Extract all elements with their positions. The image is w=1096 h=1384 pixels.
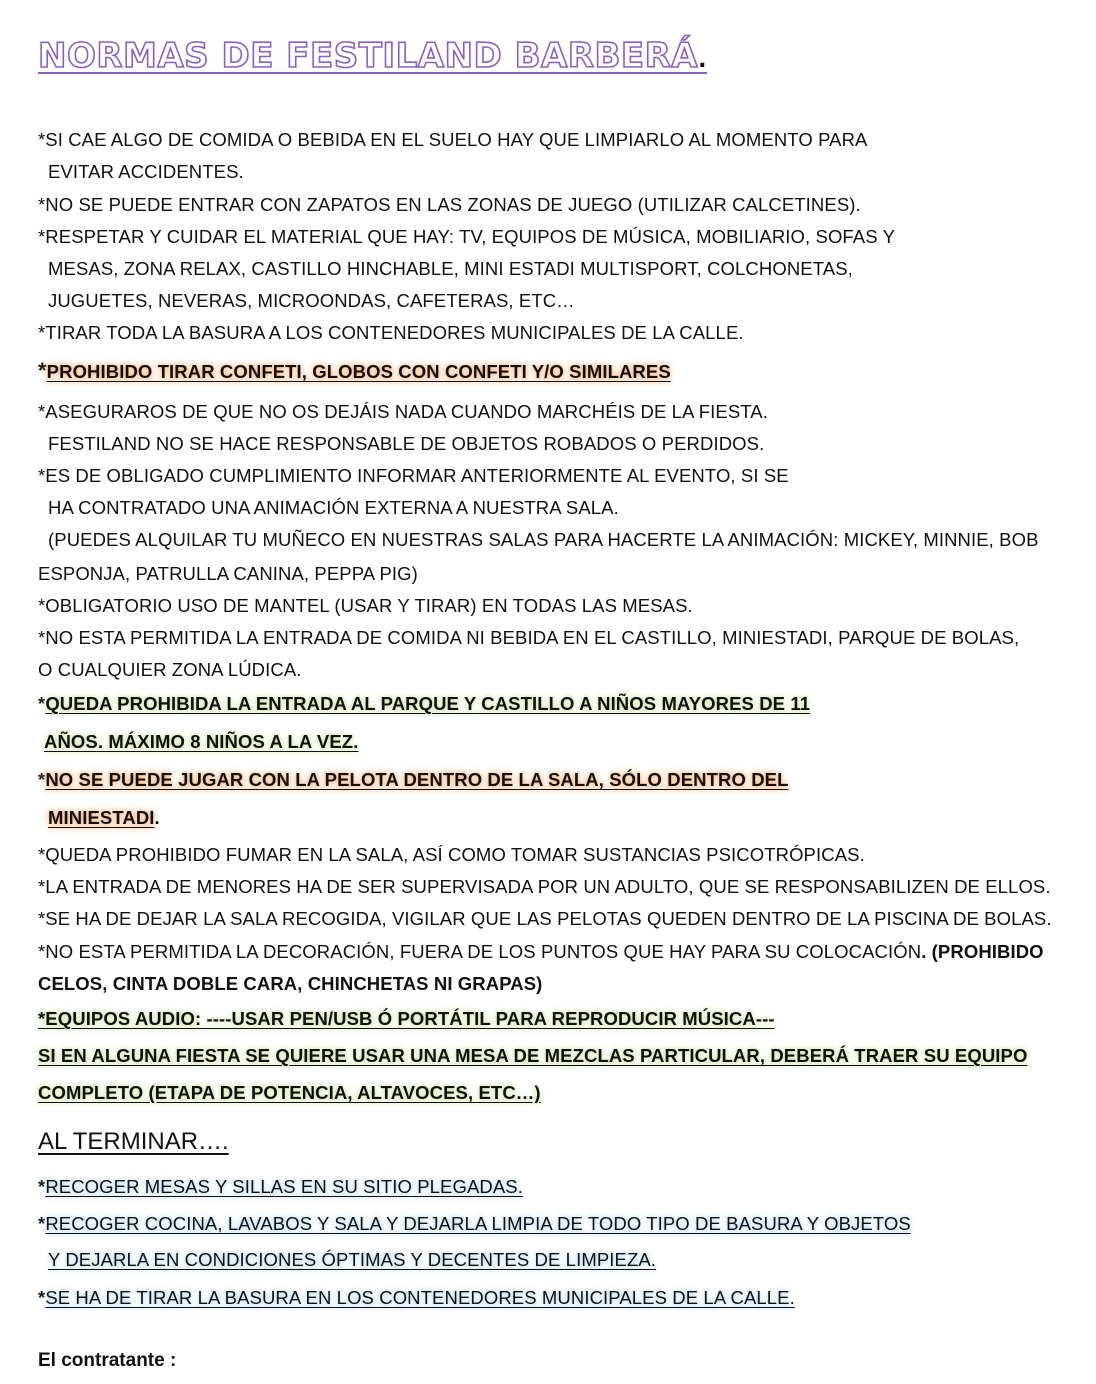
signature-label: El contratante : xyxy=(38,1350,177,1371)
rule-material-line-3: JUGUETES, NEVERAS, MICROONDAS, CAFETERAS, ETC… xyxy=(48,290,575,311)
end-section-heading: AL TERMINAR…. xyxy=(38,1128,229,1155)
rule-material-line-2: MESAS, ZONA RELAX, CASTILLO HINCHABLE, MINI ESTADI MULTISPORT, COLCHONETAS, xyxy=(48,258,853,279)
rule-ball-line-2 xyxy=(48,806,160,830)
end-rule-kitchen-line-1 xyxy=(38,1212,911,1236)
title-text: NORMAS DE FESTILAND BARBERÁ xyxy=(38,36,699,76)
rule-no-shoes: *NO SE PUEDE ENTRAR CON ZAPATOS EN LAS ZONAS DE JUEGO (UTILIZAR CALCETINES). xyxy=(38,194,861,215)
rule-ball-period: . xyxy=(154,807,160,828)
rule-animation-line-3: (PUEDES ALQUILAR TU MUÑECO EN NUESTRAS SALAS PARA HACERTE LA ANIMACIÓN: MICKEY, MINNIE, BOB xyxy=(48,529,1039,550)
rule-age-text-2: AÑOS. MÁXIMO 8 NIÑOS A LA VEZ. xyxy=(44,731,359,752)
rule-decoration-text: *NO ESTA PERMITIDA LA DECORACIÓN, FUERA DE LOS PUNTOS QUE HAY PARA SU COLOCACIÓN xyxy=(38,941,922,962)
end-rule-tables xyxy=(38,1175,523,1199)
rule-belongings-line-2: FESTILAND NO SE HACE RESPONSABLE DE OBJETOS ROBADOS O PERDIDOS. xyxy=(48,433,765,454)
rule-mixer-text-1: SI EN ALGUNA FIESTA SE QUIERE USAR UNA MESA DE MEZCLAS PARTICULAR, DEBERÁ TRAER SU EQUIPO xyxy=(38,1045,1028,1066)
rule-audio xyxy=(38,1007,775,1031)
end-rule-tables-text: RECOGER MESAS Y SILLAS EN SU SITIO PLEGADAS. xyxy=(45,1176,523,1197)
rule-confetti xyxy=(38,359,671,384)
rule-minors: *LA ENTRADA DE MENORES HA DE SER SUPERVISADA POR UN ADULTO, QUE SE RESPONSABILIZEN DE ELLOS. xyxy=(38,876,1051,897)
rule-ball-line-1 xyxy=(38,768,789,792)
rule-confetti-text: PROHIBIDO TIRAR CONFETI, GLOBOS CON CONFETI Y/O SIMILARES xyxy=(46,361,671,382)
rule-age-star: * xyxy=(38,693,46,714)
end-rule-kitchen-text-2: Y DEJARLA EN CONDICIONES ÓPTIMAS Y DECENTES DE LIMPIEZA. xyxy=(48,1249,657,1270)
end-rule-trash-text: SE HA DE TIRAR LA BASURA EN LOS CONTENEDORES MUNICIPALES DE LA CALLE. xyxy=(45,1287,795,1308)
rule-animation-line-1: *ES DE OBLIGADO CUMPLIMIENTO INFORMAR ANTERIORMENTE AL EVENTO, SI SE xyxy=(38,465,789,486)
rule-audio-text: *EQUIPOS AUDIO: ----USAR PEN/USB Ó PORTÁTIL PARA REPRODUCIR MÚSICA--- xyxy=(38,1008,775,1029)
end-rule-tables-star: * xyxy=(38,1176,46,1197)
end-rule-kitchen-line-2 xyxy=(48,1248,656,1272)
rule-spill-line-1: *SI CAE ALGO DE COMIDA O BEBIDA EN EL SUELO HAY QUE LIMPIARLO AL MOMENTO PARA xyxy=(38,129,868,150)
rule-tablecloth: *OBLIGATORIO USO DE MANTEL (USAR Y TIRAR) EN TODAS LAS MESAS. xyxy=(38,595,693,616)
rule-decoration-line-2: CELOS, CINTA DOBLE CARA, CHINCHETAS NI GRAPAS) xyxy=(38,973,543,994)
rule-decoration-bold: . (PROHIBIDO xyxy=(921,941,1044,962)
rule-age-line-1 xyxy=(38,692,810,716)
end-rule-kitchen-text-1: RECOGER COCINA, LAVABOS Y SALA Y DEJARLA LIMPIA DE TODO TIPO DE BASURA Y OBJETOS xyxy=(45,1213,911,1234)
rule-food-line-2: O CUALQUIER ZONA LÚDICA. xyxy=(38,659,302,680)
title-period: . xyxy=(698,48,707,73)
rule-animation-line-2: HA CONTRATADO UNA ANIMACIÓN EXTERNA A NUESTRA SALA. xyxy=(48,497,619,518)
rule-confetti-star: * xyxy=(38,358,47,383)
rule-animation-line-4: ESPONJA, PATRULLA CANINA, PEPPA PIG) xyxy=(38,563,418,584)
rule-material-line-1: *RESPETAR Y CUIDAR EL MATERIAL QUE HAY: TV, EQUIPOS DE MÚSICA, MOBILIARIO, SOFAS Y xyxy=(38,226,896,247)
rule-ball-text-2: MINIESTADI xyxy=(48,807,155,828)
rule-age-text-1: QUEDA PROHIBIDA LA ENTRADA AL PARQUE Y CASTILLO A NIÑOS MAYORES DE 11 xyxy=(45,693,811,714)
end-rule-kitchen-star: * xyxy=(38,1213,46,1234)
rule-trash: *TIRAR TODA LA BASURA A LOS CONTENEDORES MUNICIPALES DE LA CALLE. xyxy=(38,322,744,343)
rule-spill-line-2: EVITAR ACCIDENTES. xyxy=(48,161,244,182)
rule-age-line-2 xyxy=(44,730,358,754)
rule-smoking: *QUEDA PROHIBIDO FUMAR EN LA SALA, ASÍ COMO TOMAR SUSTANCIAS PSICOTRÓPICAS. xyxy=(38,844,865,865)
rule-ball-star: * xyxy=(38,769,46,790)
end-rule-trash-star: * xyxy=(38,1287,46,1308)
end-rule-trash xyxy=(38,1286,795,1310)
rule-mixer-text-2: COMPLETO (ETAPA DE POTENCIA, ALTAVOCES, ETC…) xyxy=(38,1082,541,1103)
page-title xyxy=(38,36,707,76)
rule-food-line-1: *NO ESTA PERMITIDA LA ENTRADA DE COMIDA NI BEBIDA EN EL CASTILLO, MINIESTADI, PARQUE DE BOLAS, xyxy=(38,627,1020,648)
rule-belongings-line-1: *ASEGURAROS DE QUE NO OS DEJÁIS NADA CUANDO MARCHÉIS DE LA FIESTA. xyxy=(38,401,768,422)
rule-mixer-line-1 xyxy=(38,1044,1027,1068)
rule-mixer-line-2 xyxy=(38,1081,541,1105)
rule-ball-text-1: NO SE PUEDE JUGAR CON LA PELOTA DENTRO DE LA SALA, SÓLO DENTRO DEL xyxy=(45,769,789,790)
rule-decoration-line-1 xyxy=(38,940,1044,964)
rule-room-tidy: *SE HA DE DEJAR LA SALA RECOGIDA, VIGILAR QUE LAS PELOTAS QUEDEN DENTRO DE LA PISCINA DE BOLAS. xyxy=(38,908,1052,929)
